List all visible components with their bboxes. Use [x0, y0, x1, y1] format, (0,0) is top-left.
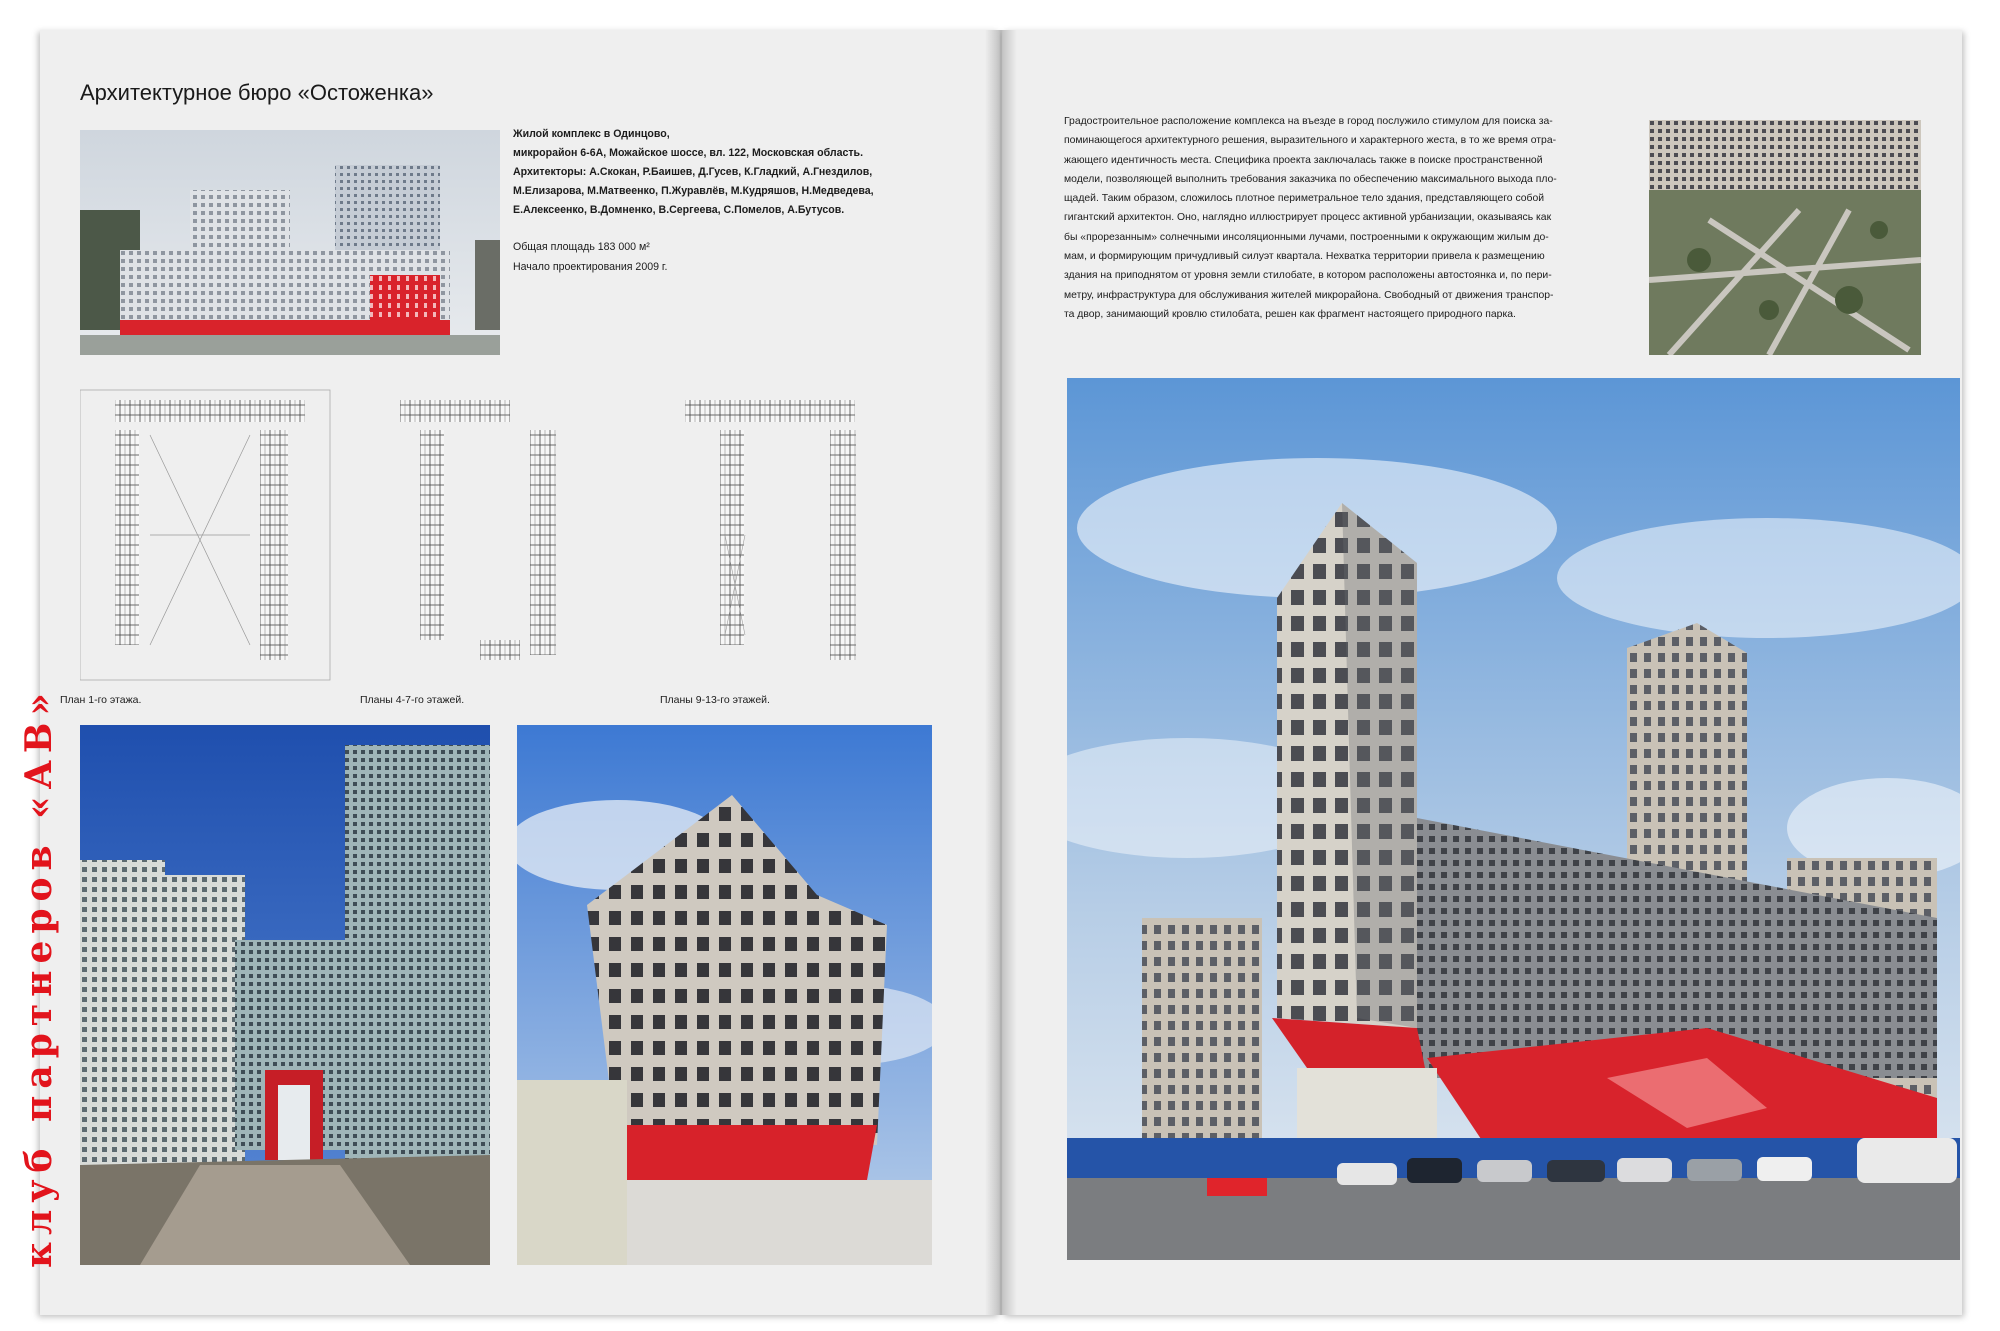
- plan-caption-1: План 1-го этажа.: [60, 694, 142, 706]
- rendering-image: [80, 130, 500, 355]
- description-line: жающего идентичность места. Специфика проекта заключалась также в поиске пространственной: [1064, 154, 1543, 166]
- project-line: Архитекторы: А.Скокан, Р.Баишев, Д.Гусев, К.Гладкий, А.Гнездилов,: [513, 166, 873, 178]
- plan-caption-3: Планы 9-13-го этажей.: [660, 694, 770, 706]
- description-line: поминающегося архитектурного решения, выразительного и характерного жеста, в то же время отра-: [1064, 135, 1557, 147]
- description-line: бы «прорезанным» солнечными инсоляционными лучами, построенными к окружающим жилым до-: [1064, 231, 1549, 243]
- courtyard-photo: [80, 725, 490, 1265]
- plan-9-13-floors: [685, 400, 856, 660]
- main-building-photo: [1067, 378, 1960, 1260]
- courtyard-aerial-photo: [1649, 120, 1921, 355]
- description-line: Градостроительное расположение комплекса на въезде в город послужило стимулом для поиска за-: [1064, 116, 1553, 127]
- book-gutter: [985, 30, 1017, 1315]
- description-line: мам, и формирующим причудливый силуэт квартала. Нехватка территории привела к размещению: [1064, 251, 1545, 263]
- description-line: модели, позволяющей выполнить требования заказчика по обеспечению максимального выхода пло-: [1064, 173, 1557, 185]
- project-info: [513, 125, 933, 220]
- project-line: микрорайон 6-6А, Можайское шоссе, вл. 122, Московская область.: [513, 147, 864, 159]
- total-area: Общая площадь 183 000 м²: [513, 241, 650, 253]
- project-line: М.Елизарова, М.Матвеенко, П.Журавлёв, М.Кудряшов, Н.Медведева,: [513, 185, 874, 197]
- project-facts: [513, 237, 667, 277]
- project-description: [1064, 112, 1624, 324]
- description-line: та двор, занимающий кровлю стилобата, решен как фрагмент настоящего природного парка.: [1064, 308, 1516, 320]
- description-line: щадей. Таким образом, сложилось плотное периметральное тело здания, представляющего собой: [1064, 193, 1545, 205]
- bureau-title: Архитектурное бюро «Остоженка»: [80, 80, 434, 105]
- plan-4-7-floors: [400, 400, 556, 660]
- description-line: гигантский архитектон. Оно, наглядно иллюстрирует процесс активной урбанизации, оказываясь как: [1064, 212, 1552, 224]
- floor-plans: [80, 385, 940, 685]
- description-line: здания на приподнятом от уровня земли стилобате, в котором расположены автостоянка и, по пери-: [1064, 270, 1552, 282]
- section-vertical-label: клуб партнеров «АВ»: [18, 686, 60, 1268]
- description-line: метру, инфраструктура для обслуживания жителей микрорайона. Свободный от движения транспор-: [1064, 289, 1554, 301]
- plan-1st-floor: [80, 390, 330, 680]
- project-line: Жилой комплекс в Одинцово,: [513, 128, 670, 140]
- plan-caption-2: Планы 4-7-го этажей.: [360, 694, 465, 706]
- tower-photo: [517, 725, 932, 1265]
- project-line: Е.Алексеенко, В.Домненко, В.Сергеева, С.Помелов, А.Бутусов.: [513, 204, 845, 216]
- design-start: Начало проектирования 2009 г.: [513, 261, 668, 273]
